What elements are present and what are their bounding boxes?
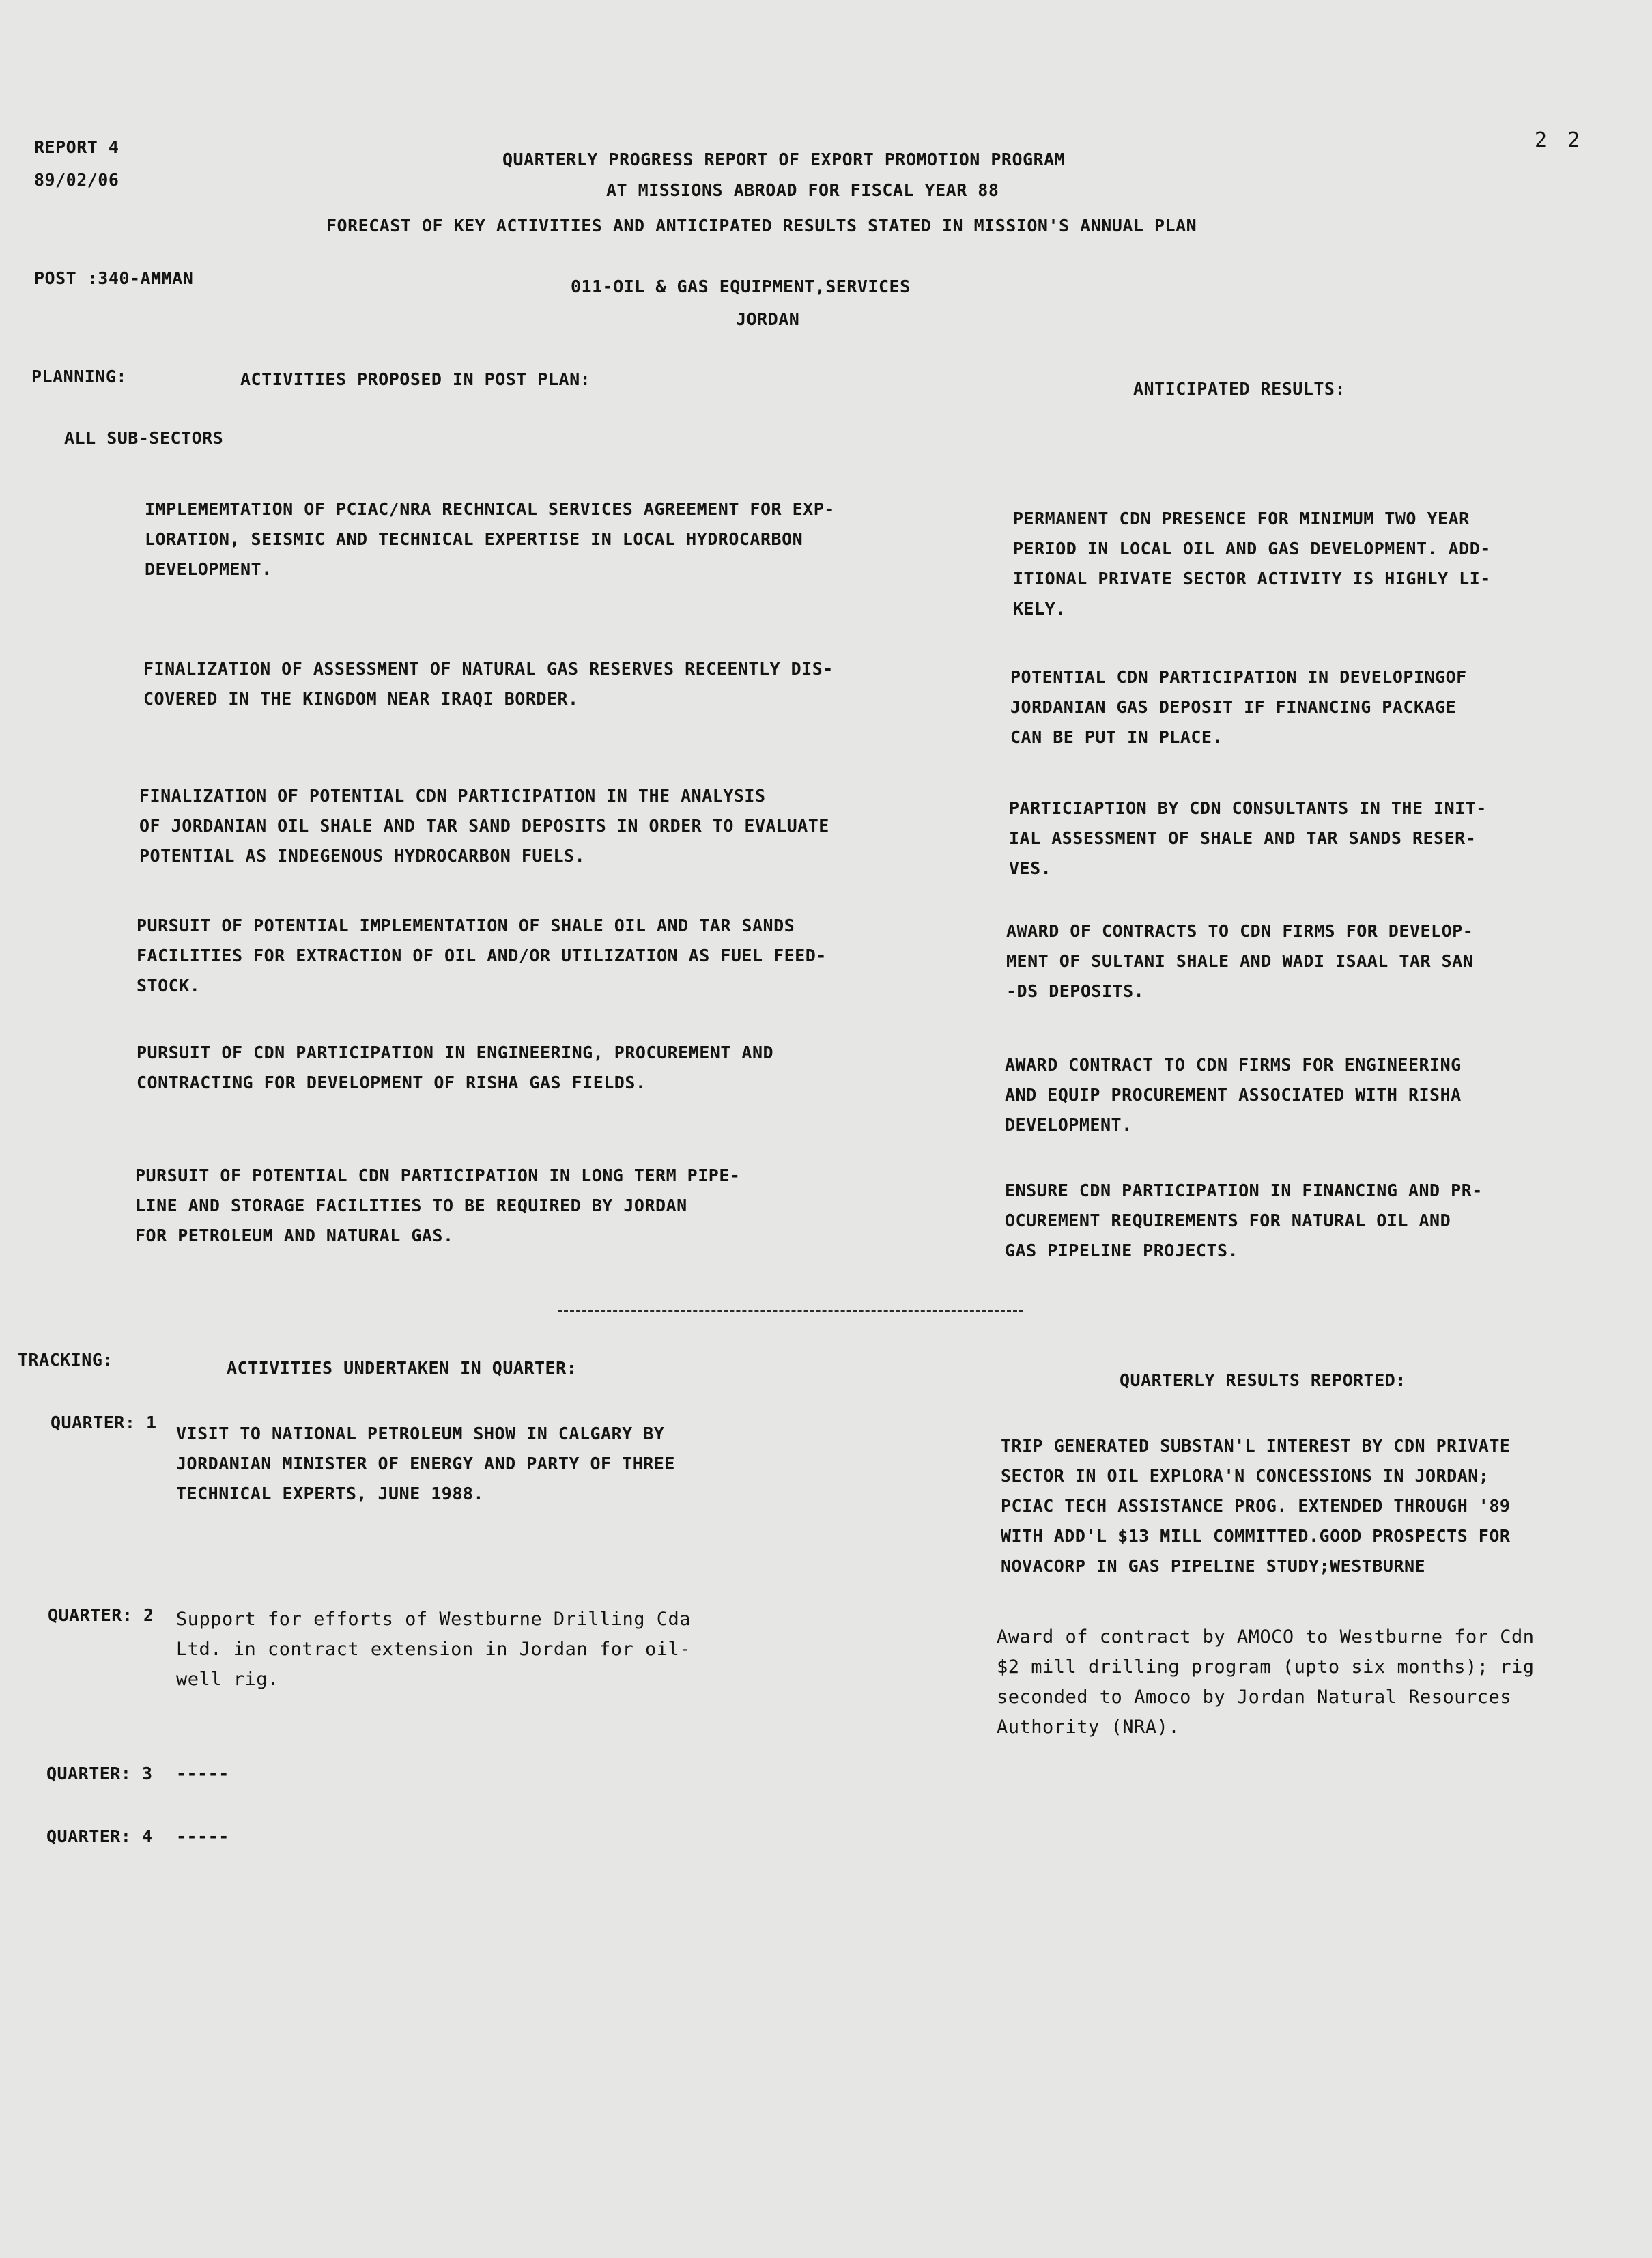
planned-activity-1: IMPLEMEMTATION OF PCIAC/NRA RECHNICAL SERVICES AGREEMENT FOR EXP- LORATION, SEISMIC AND TECHNICAL EXPERTISE IN LOCAL HYDROCARBON DEVELOPMENT. — [145, 499, 835, 579]
planned-activity-3: FINALIZATION OF POTENTIAL CDN PARTICIPATION IN THE ANALYSIS OF JORDANIAN OIL SHALE AND TAR SAND DEPOSITS IN ORDER TO EVALUATE POTENTIAL AS INDEGENOUS HYDROCARBON FUELS. — [139, 786, 829, 866]
quarter-1-result: TRIP GENERATED SUBSTAN'L INTEREST BY CDN PRIVATE SECTOR IN OIL EXPLORA'N CONCESSIONS IN JORDAN; PCIAC TECH ASSISTANCE PROG. EXTENDED THROUGH '89 WITH ADD'L $13 MILL COMMITTED.GOOD PROSPECTS FOR NOVACORP IN GAS PIPELINE STUDY;WESTBURNE — [1001, 1436, 1511, 1576]
section-divider — [558, 1310, 1023, 1312]
planned-activity-6: PURSUIT OF POTENTIAL CDN PARTICIPATION IN LONG TERM PIPE- LINE AND STORAGE FACILITIES TO BE REQUIRED BY JORDAN FOR PETROLEUM AND NATURAL GAS. — [135, 1166, 741, 1245]
planning-results-heading: ANTICIPATED RESULTS: — [1133, 379, 1346, 399]
planning-label: PLANNING: — [31, 367, 127, 386]
quarter-4-activity: ----- — [176, 1826, 229, 1846]
tracking-label: TRACKING: — [18, 1350, 113, 1370]
report-date: 89/02/06 — [34, 170, 119, 190]
quarter-1-activity: VISIT TO NATIONAL PETROLEUM SHOW IN CALGARY BY JORDANIAN MINISTER OF ENERGY AND PARTY OF THREE TECHNICAL EXPERTS, JUNE 1988. — [176, 1424, 675, 1504]
anticipated-result-6: ENSURE CDN PARTICIPATION IN FINANCING AND PR- OCUREMENT REQUIREMENTS FOR NATURAL OIL AND GAS PIPELINE PROJECTS. — [1005, 1181, 1483, 1260]
subsector-label: ALL SUB-SECTORS — [64, 428, 224, 448]
report-title-line-3: FORECAST OF KEY ACTIVITIES AND ANTICIPATED RESULTS STATED IN MISSION'S ANNUAL PLAN — [326, 216, 1197, 236]
anticipated-result-3: PARTICIAPTION BY CDN CONSULTANTS IN THE INIT- IAL ASSESSMENT OF SHALE AND TAR SANDS RESER- VES. — [1009, 798, 1487, 878]
sector-name: 011-OIL & GAS EQUIPMENT,SERVICES — [571, 277, 911, 296]
planned-activity-5: PURSUIT OF CDN PARTICIPATION IN ENGINEERING, PROCUREMENT AND CONTRACTING FOR DEVELOPMENT OF RISHA GAS FIELDS. — [137, 1043, 774, 1092]
report-title-line-1: QUARTERLY PROGRESS REPORT OF EXPORT PROMOTION PROGRAM — [502, 150, 1066, 169]
quarter-2-activity: Support for efforts of Westburne Drilling Cda Ltd. in contract extension in Jordan for oil- well rig. — [176, 1609, 691, 1690]
anticipated-result-1: PERMANENT CDN PRESENCE FOR MINIMUM TWO YEAR PERIOD IN LOCAL OIL AND GAS DEVELOPMENT. ADD- ITIONAL PRIVATE SECTOR ACTIVITY IS HIGHLY LI- KELY. — [1013, 509, 1491, 619]
quarter-3-activity: ----- — [176, 1764, 229, 1783]
country-name: JORDAN — [736, 309, 800, 329]
tracking-results-heading: QUARTERLY RESULTS REPORTED: — [1120, 1370, 1406, 1390]
anticipated-result-2: POTENTIAL CDN PARTICIPATION IN DEVELOPINGOF JORDANIAN GAS DEPOSIT IF FINANCING PACKAGE CAN BE PUT IN PLACE. — [1010, 667, 1467, 747]
tracking-activities-heading: ACTIVITIES UNDERTAKEN IN QUARTER: — [227, 1358, 578, 1378]
quarter-4-label: QUARTER: 4 — [46, 1826, 153, 1846]
report-title-line-2: AT MISSIONS ABROAD FOR FISCAL YEAR 88 — [606, 180, 999, 200]
page-number: 2 2 — [1535, 128, 1584, 152]
quarter-2-result: Award of contract by AMOCO to Westburne for Cdn $2 mill drilling program (upto six months); rig seconded to Amoco by Jordan Natural Resources Authority (NRA). — [997, 1626, 1535, 1738]
quarter-3-label: QUARTER: 3 — [46, 1764, 153, 1783]
anticipated-result-4: AWARD OF CONTRACTS TO CDN FIRMS FOR DEVELOP- MENT OF SULTANI SHALE AND WADI ISAAL TAR SAN -DS DEPOSITS. — [1006, 921, 1474, 1001]
report-number: REPORT 4 — [34, 137, 119, 157]
anticipated-result-5: AWARD CONTRACT TO CDN FIRMS FOR ENGINEERING AND EQUIP PROCUREMENT ASSOCIATED WITH RISHA DEVELOPMENT. — [1005, 1055, 1462, 1135]
planning-activities-heading: ACTIVITIES PROPOSED IN POST PLAN: — [240, 369, 591, 389]
quarter-1-label: QUARTER: 1 — [51, 1413, 157, 1433]
post-label: POST :340-AMMAN — [34, 268, 194, 288]
planned-activity-4: PURSUIT OF POTENTIAL IMPLEMENTATION OF SHALE OIL AND TAR SANDS FACILITIES FOR EXTRACTION OF OIL AND/OR UTILIZATION AS FUEL FEED- STOCK. — [137, 916, 827, 996]
planned-activity-2: FINALIZATION OF ASSESSMENT OF NATURAL GAS RESERVES RECEENTLY DIS- COVERED IN THE KINGDOM NEAR IRAQI BORDER. — [143, 659, 834, 709]
quarter-2-label: QUARTER: 2 — [48, 1605, 154, 1625]
